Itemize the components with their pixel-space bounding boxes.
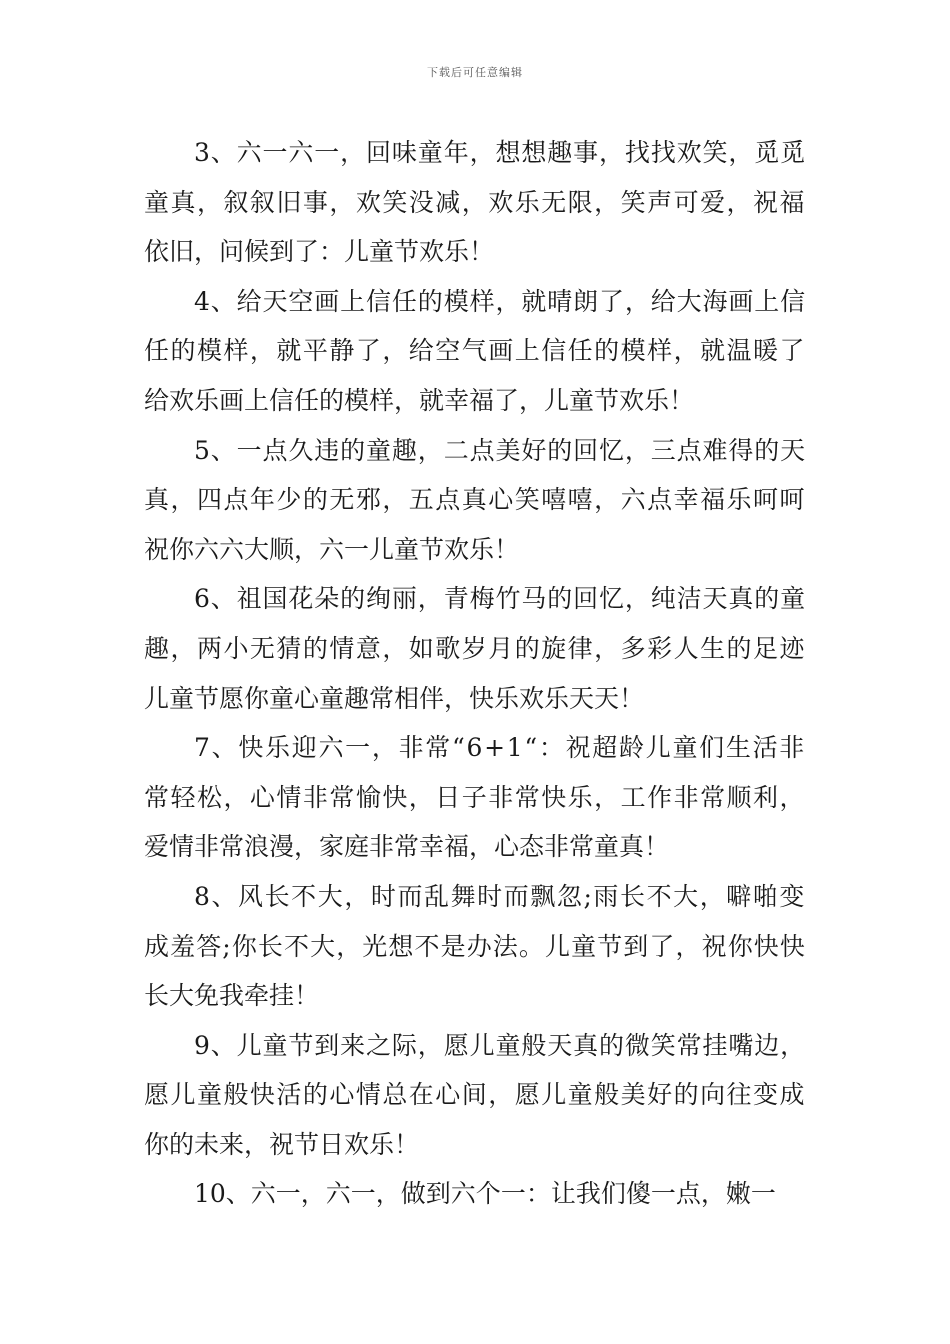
text-line: 成羞答;你长不大，光想不是办法。儿童节到了，祝你快快: [144, 931, 806, 961]
text-line: 给欢乐画上信任的模样，就幸福了，儿童节欢乐！: [144, 385, 695, 415]
text-line: 4、给天空画上信任的模样，就晴朗了，给大海画上信: [194, 286, 806, 316]
document-body: [144, 128, 806, 1219]
text-line: 长大免我牵挂！: [144, 981, 320, 1011]
text-line: 儿童节愿你童心童趣常相伴，快乐欢乐天天！: [144, 683, 645, 713]
text-line: 祝你六六大顺，六一儿童节欢乐！: [144, 534, 520, 564]
text-line: 7、快乐迎六一，非常“6+1“：祝超龄儿童们生活非: [194, 733, 806, 763]
text-line: 依旧，问候到了：儿童节欢乐！: [144, 237, 495, 267]
text-line: 5、一点久违的童趣，二点美好的回忆，三点难得的天: [194, 435, 806, 465]
text-line: 6、祖国花朵的绚丽，青梅竹马的回忆，纯洁天真的童: [194, 584, 806, 614]
text-line: 8、风长不大，时而乱舞时而飘忽;雨长不大，噼啪变: [194, 881, 806, 911]
text-line: 趣，两小无猜的情意，如歌岁月的旋律，多彩人生的足迹: [144, 633, 806, 663]
text-line: 童真，叙叙旧事，欢笑没减，欢乐无限，笑声可爱，祝福: [144, 187, 806, 217]
text-line: 常轻松，心情非常愉快，日子非常快乐，工作非常顺利，: [144, 782, 806, 812]
text-line: 3、六一六一，回味童年，想想趣事，找找欢笑，觅觅: [194, 138, 806, 167]
text-line: 10、六一，六一，做到六个一：让我们傻一点，嫩一: [194, 1179, 776, 1209]
page-header: 下载后可任意编辑: [427, 66, 523, 79]
text-line: 你的未来，祝节日欢乐！: [144, 1129, 420, 1159]
text-line: 真，四点年少的无邪，五点真心笑嘻嘻，六点幸福乐呵呵: [144, 485, 806, 515]
text-line: 愿儿童般快活的心情总在心间，愿儿童般美好的向往变成: [144, 1080, 806, 1110]
text-line: 9、儿童节到来之际，愿儿童般天真的微笑常挂嘴边，: [194, 1030, 806, 1060]
text-line: 爱情非常浪漫，家庭非常幸福，心态非常童真！: [144, 832, 670, 862]
text-line: 任的模样，就平静了，给空气画上信任的模样，就温暖了: [144, 336, 806, 366]
